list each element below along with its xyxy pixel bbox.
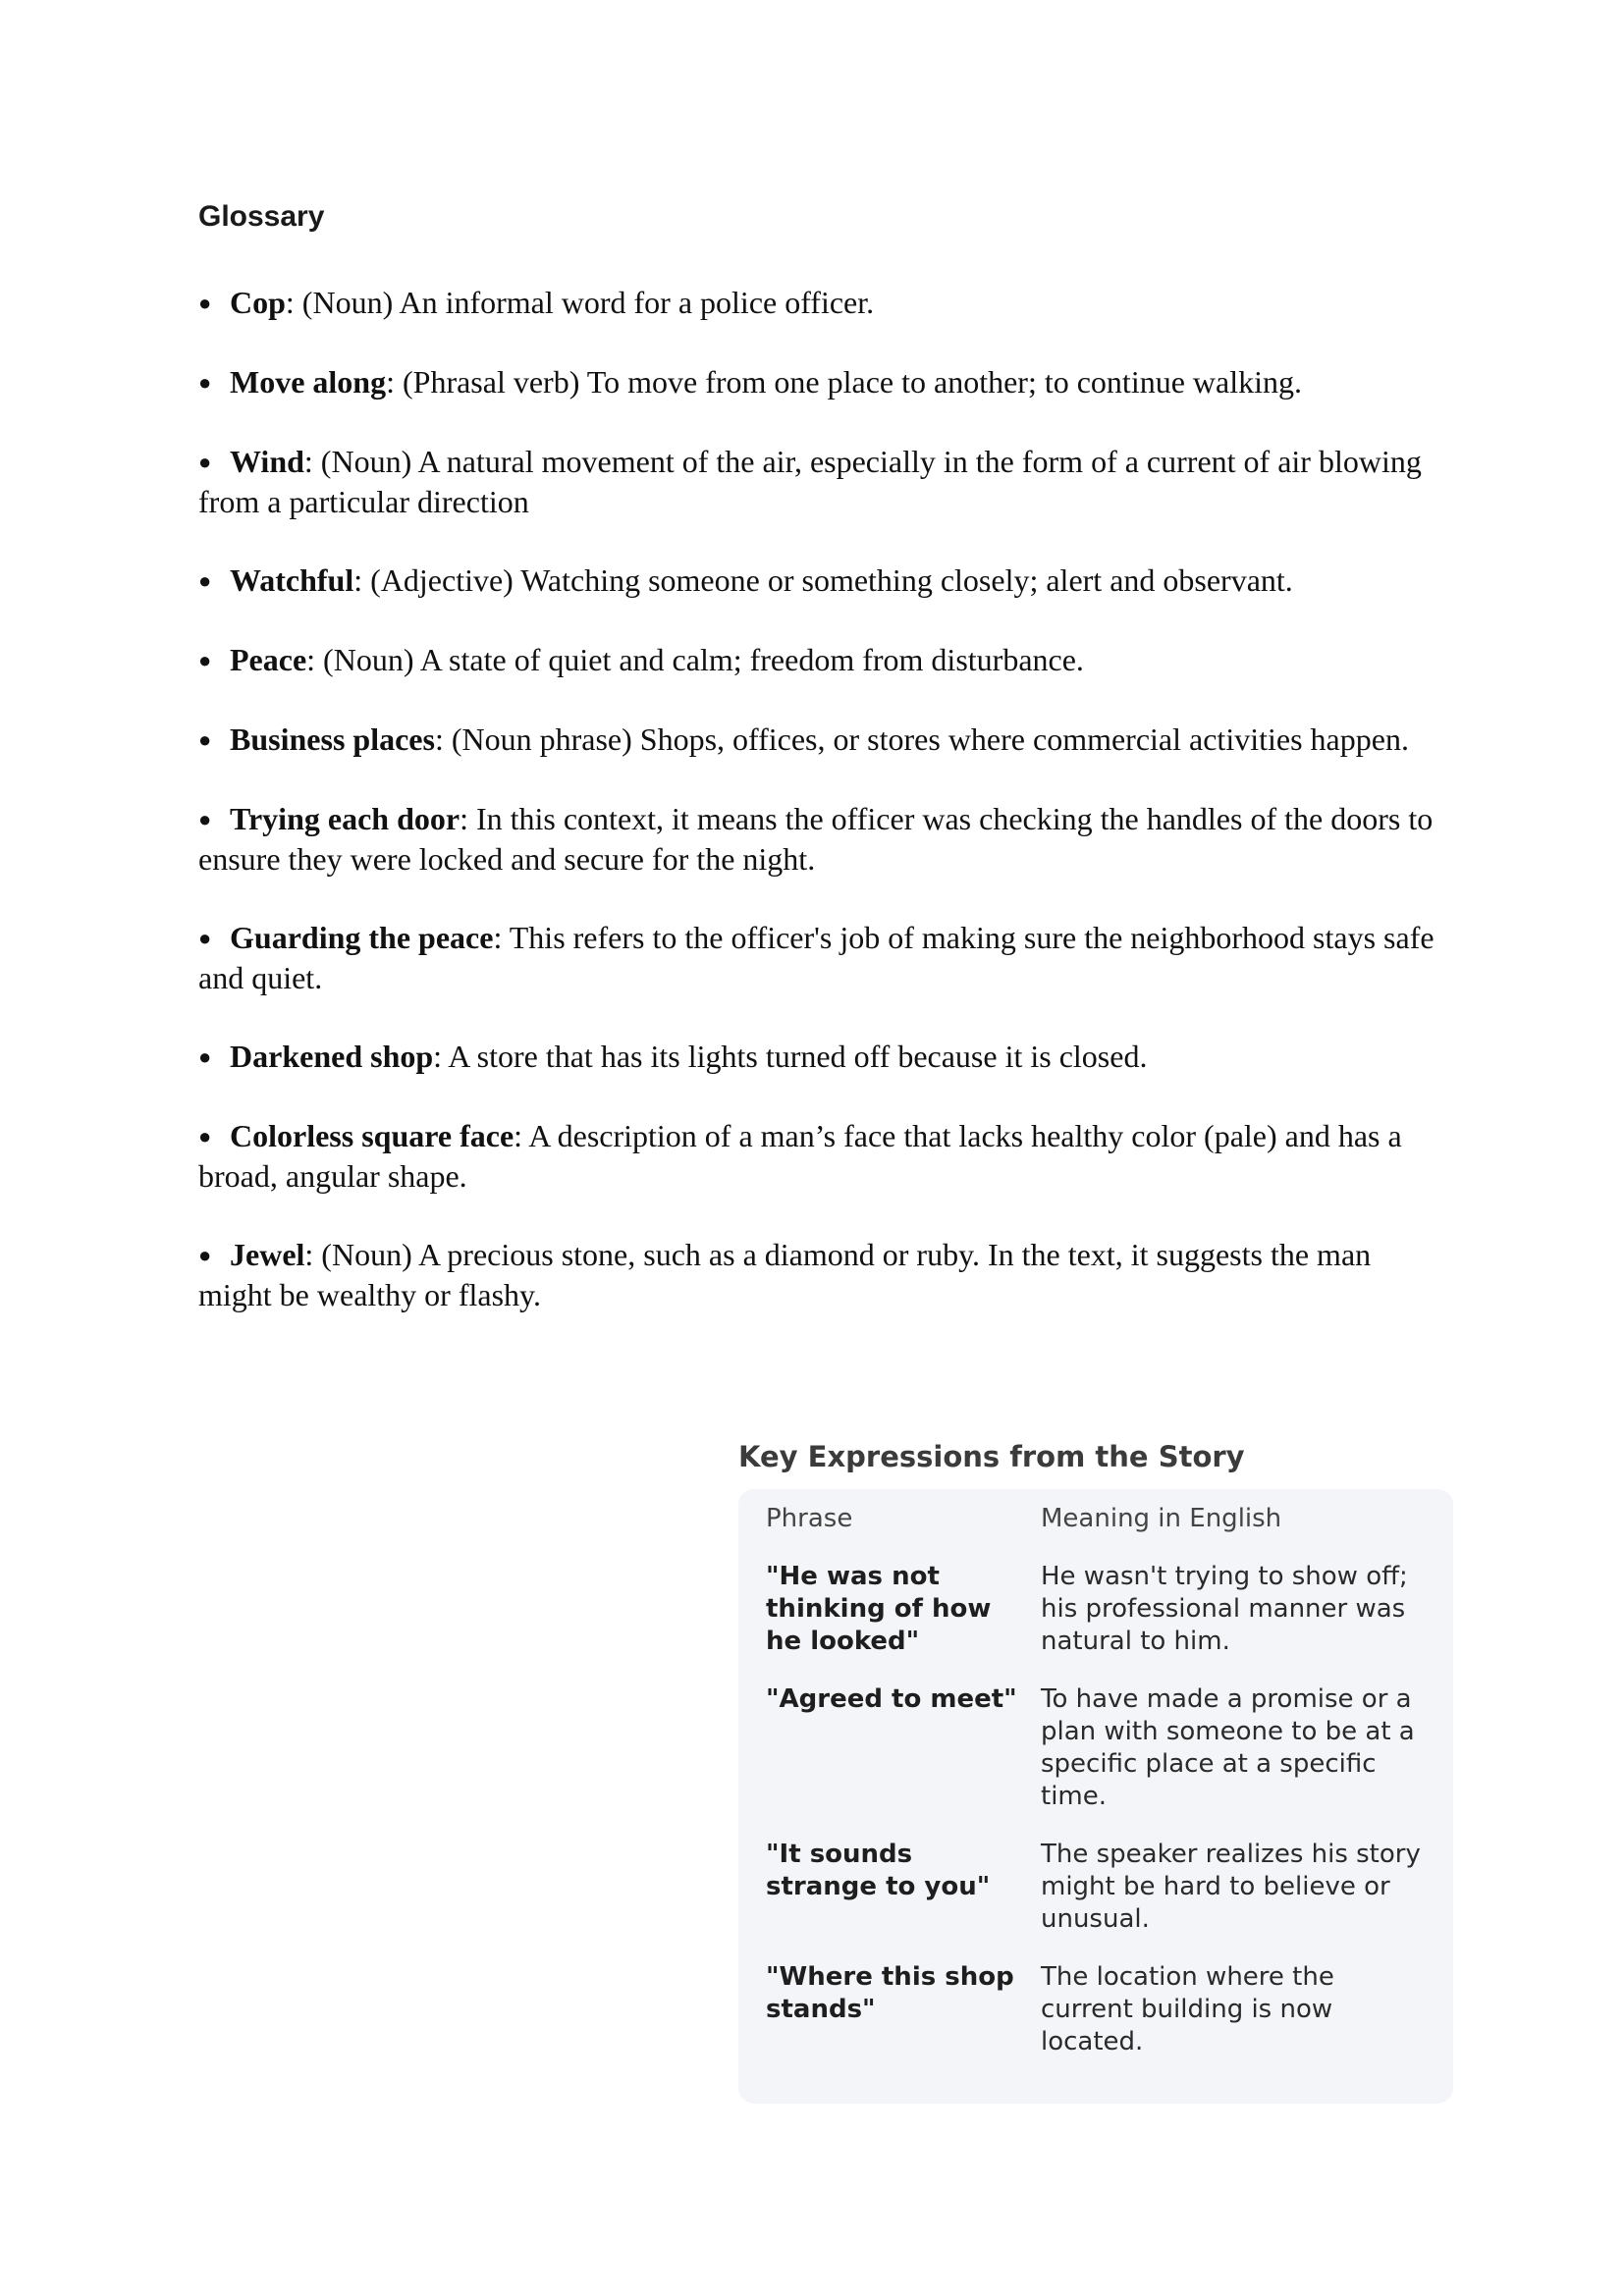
glossary-definition: : (Noun) An informal word for a police officer. (285, 285, 875, 320)
glossary-term: Colorless square face (230, 1118, 514, 1153)
glossary-item (198, 442, 1445, 521)
glossary-term: Guarding the peace (230, 920, 494, 955)
glossary-item (198, 1037, 1445, 1077)
glossary-item (198, 1235, 1445, 1314)
glossary-definition: : In this context, it means the officer was checking the handles of the doors to ensure they were locked and secure for the night. (198, 801, 1434, 877)
glossary-term: Peace (230, 642, 307, 677)
glossary-term: Move along (230, 364, 387, 400)
bullet-icon: ● (198, 926, 212, 950)
bullet-icon: ● (198, 648, 212, 672)
bullet-icon: ● (198, 1124, 212, 1148)
glossary-term: Wind (230, 444, 304, 479)
glossary-item (198, 799, 1445, 879)
glossary-definition: : This refers to the officer's job of making sure the neighborhood stays safe and quiet. (198, 920, 1435, 995)
meaning-cell: To have made a promise or a plan with someone to be at a specific place at a specific time. (1041, 1684, 1415, 1811)
bullet-icon: ● (198, 291, 212, 315)
phrase-cell: "Where this shop stands" (766, 1962, 1014, 2024)
glossary-definition: : (Adjective) Watching someone or something closely; alert and observant. (353, 562, 1293, 598)
key-expressions-table (738, 1489, 1453, 2104)
phrase-cell: "It sounds strange to you" (766, 1840, 991, 1901)
bullet-icon: ● (198, 450, 212, 474)
column-header-meaning: Meaning in English (1041, 1504, 1282, 1533)
glossary-item (198, 1116, 1445, 1196)
bullet-icon: ● (198, 370, 212, 395)
meaning-cell: The speaker realizes his story might be hard to believe or unusual. (1041, 1840, 1421, 1934)
table-row (766, 1961, 1453, 2058)
key-expressions-title: Key Expressions from the Story (738, 1440, 1245, 1473)
glossary-term: Business places (230, 721, 435, 757)
phrase-cell: "He was not thinking of how he looked" (766, 1562, 992, 1656)
table-row (766, 1561, 1453, 1658)
glossary-item (198, 283, 1445, 323)
glossary-definition: : A store that has its lights turned off because it is closed. (433, 1039, 1148, 1074)
glossary-term: Cop (230, 285, 286, 320)
table-row (766, 1839, 1453, 1936)
glossary-item (198, 640, 1445, 680)
glossary-term: Jewel (230, 1237, 305, 1272)
glossary-term: Watchful (230, 562, 354, 598)
bullet-icon: ● (198, 1044, 212, 1069)
bullet-icon: ● (198, 727, 212, 752)
glossary-definition: : (Noun) A state of quiet and calm; freedom from disturbance. (306, 642, 1084, 677)
column-header-phrase: Phrase (766, 1504, 853, 1533)
glossary-definition: : (Noun phrase) Shops, offices, or stores where commercial activities happen. (434, 721, 1409, 757)
glossary-term: Trying each door (230, 801, 460, 836)
bullet-icon: ● (198, 1243, 212, 1267)
glossary-heading: Glossary (198, 200, 325, 233)
key-expressions-figure (738, 1438, 1465, 2104)
glossary-list (198, 283, 1445, 1354)
meaning-cell: He wasn't trying to show off; his professional manner was natural to him. (1041, 1562, 1408, 1656)
phrase-cell: "Agreed to meet" (766, 1684, 1017, 1714)
glossary-item (198, 720, 1445, 760)
bullet-icon: ● (198, 807, 212, 831)
glossary-definition: : A description of a man’s face that lacks healthy color (pale) and has a broad, angular shape. (198, 1118, 1402, 1194)
table-header-row (766, 1503, 1453, 1535)
table-row (766, 1683, 1453, 1813)
meaning-cell: The location where the current building is now located. (1041, 1962, 1334, 2056)
glossary-item (198, 561, 1445, 601)
glossary-term: Darkened shop (230, 1039, 434, 1074)
glossary-definition: : (Noun) A precious stone, such as a diamond or ruby. In the text, it suggests the man might be wealthy or flashy. (198, 1237, 1372, 1312)
glossary-definition: : (Noun) A natural movement of the air, especially in the form of a current of air blowing from a particular direction (198, 444, 1422, 519)
bullet-icon: ● (198, 568, 212, 593)
glossary-item (198, 918, 1445, 997)
glossary-definition: : (Phrasal verb) To move from one place to another; to continue walking. (386, 364, 1302, 400)
glossary-item (198, 362, 1445, 402)
